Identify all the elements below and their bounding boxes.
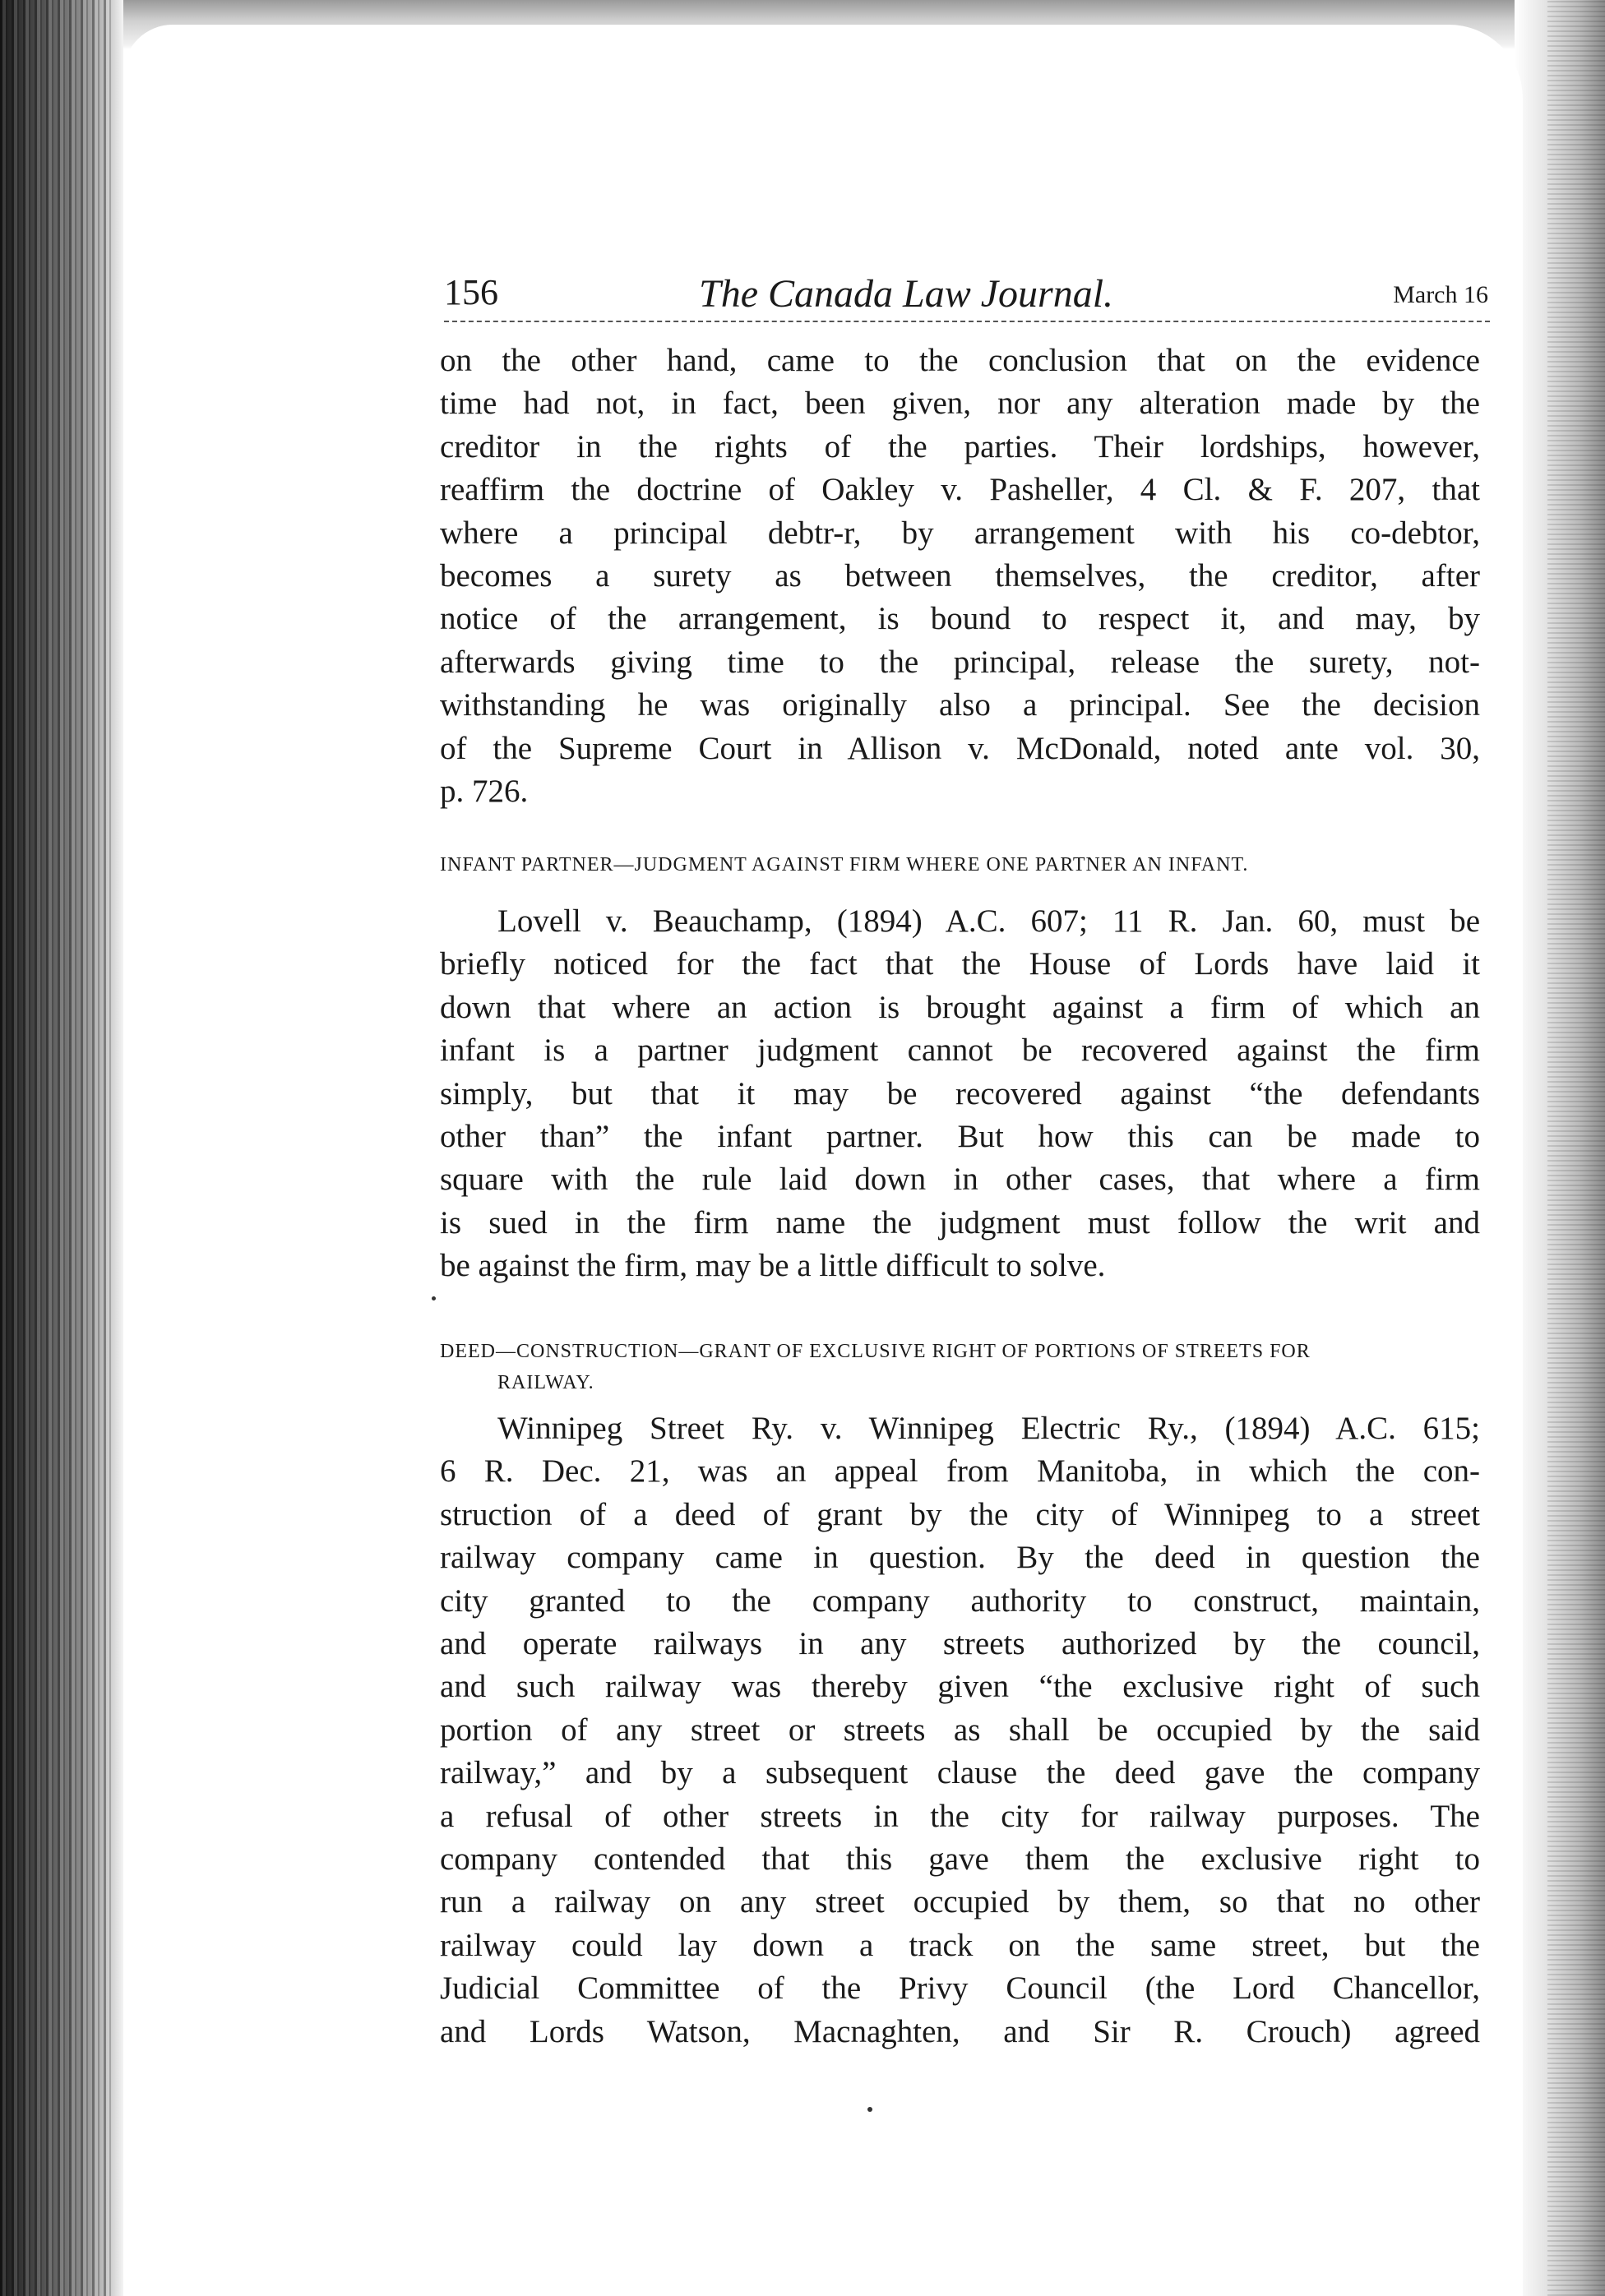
continued-paragraph: [440, 340, 1480, 813]
heading-text-line2: RAILWAY.: [497, 1372, 594, 1393]
text-line: becomes a surety as between themselves, the creditor, after: [440, 558, 1480, 594]
text-line: other than” the infant partner. But how this can be made to: [440, 1119, 1480, 1155]
text-line: simply, but that it may be recovered against “the defendants: [440, 1075, 1480, 1111]
text-line: notice of the arrangement, is bound to respect it, and may, by: [440, 601, 1480, 637]
header-date: March 16: [1393, 281, 1488, 308]
text-line: company contended that this gave them the exclusive right to: [440, 1841, 1480, 1878]
text-line: square with the rule laid down in other cases, that where a firm: [440, 1162, 1480, 1198]
text-line: and such railway was thereby given “the exclusive right of such: [440, 1669, 1480, 1705]
heading-text-line1: DEED—CONSTRUCTION—GRANT OF EXCLUSIVE RIGHT OF PORTIONS OF STREETS FOR: [440, 1341, 1311, 1362]
paragraph-winnipeg-street-ry: [440, 1407, 1480, 2053]
text-line: and Lords Watson, Macnaghten, and Sir R. Crouch) agreed: [440, 2013, 1480, 2049]
text-line: of the Supreme Court in Allison v. McDonald, noted ante vol. 30,: [440, 730, 1480, 766]
text-line: railway company came in question. By the deed in question the: [440, 1540, 1480, 1576]
paragraph-lovell-v-beauchamp: [440, 900, 1480, 1288]
text-line: struction of a deed of grant by the city of Winnipeg to a street: [440, 1496, 1480, 1532]
text-line: where a principal debtr-r, by arrangement with his co-debtor,: [440, 515, 1480, 551]
text-line: 6 R. Dec. 21, was an appeal from Manitoba, in which the con-: [440, 1453, 1480, 1490]
journal-title: The Canada Law Journal.: [699, 272, 1114, 316]
text-line: creditor in the rights of the parties. Their lordships, however,: [440, 428, 1480, 464]
text-line: briefly noticed for the fact that the House of Lords have laid it: [440, 946, 1480, 982]
text-line: Judicial Committee of the Privy Council (the Lord Chancellor,: [440, 1970, 1480, 2007]
text-line: p. 726.: [440, 774, 529, 810]
text-line: portion of any street or streets as shall be occupied by the said: [440, 1712, 1480, 1748]
text-line: down that where an action is brought against a firm of which an: [440, 989, 1480, 1025]
text-line: be against the firm, may be a little difficult to solve.: [440, 1248, 1106, 1284]
scan-speck: [867, 2107, 872, 2112]
text-line: Winnipeg Street Ry. v. Winnipeg Electric Ry., (1894) A.C. 615;: [497, 1411, 1480, 1446]
text-line: afterwards giving time to the principal, release the surety, not-: [440, 644, 1480, 680]
text-line: a refusal of other streets in the city for railway purposes. The: [440, 1798, 1480, 1834]
spine-texture: [0, 0, 115, 2296]
text-line: on the other hand, came to the conclusion that on the evidence: [440, 343, 1480, 378]
header-rule: [444, 321, 1490, 322]
text-line: infant is a partner judgment cannot be recovered against the firm: [440, 1033, 1480, 1069]
heading-text: INFANT PARTNER—JUDGMENT AGAINST FIRM WHERE ONE PARTNER AN INFANT.: [440, 854, 1249, 875]
text-line: railway,” and by a subsequent clause the deed gave the company: [440, 1755, 1480, 1791]
right-edge-texture: [1547, 0, 1605, 2296]
section-heading-infant-partner: [440, 849, 1480, 880]
text-line: withstanding he was originally also a principal. See the decision: [440, 687, 1480, 723]
page-number: 156: [444, 272, 498, 312]
text-line: city granted to the company authority to construct, maintain,: [440, 1582, 1480, 1619]
text-line: and operate railways in any streets authorized by the council,: [440, 1626, 1480, 1662]
section-heading-deed-construction: [440, 1336, 1480, 1398]
text-line: Lovell v. Beauchamp, (1894) A.C. 607; 11 R. Jan. 60, must be: [497, 903, 1480, 939]
text-line: reaffirm the doctrine of Oakley v. Pasheller, 4 Cl. & F. 207, that: [440, 472, 1480, 508]
text-line: run a railway on any street occupied by them, so that no other: [440, 1884, 1480, 1920]
text-line: time had not, in fact, been given, nor any alteration made by the: [440, 386, 1480, 422]
text-line: railway could lay down a track on the same street, but the: [440, 1927, 1480, 1963]
text-line: is sued in the firm name the judgment must follow the writ and: [440, 1204, 1480, 1240]
scan-speck: [432, 1296, 436, 1300]
